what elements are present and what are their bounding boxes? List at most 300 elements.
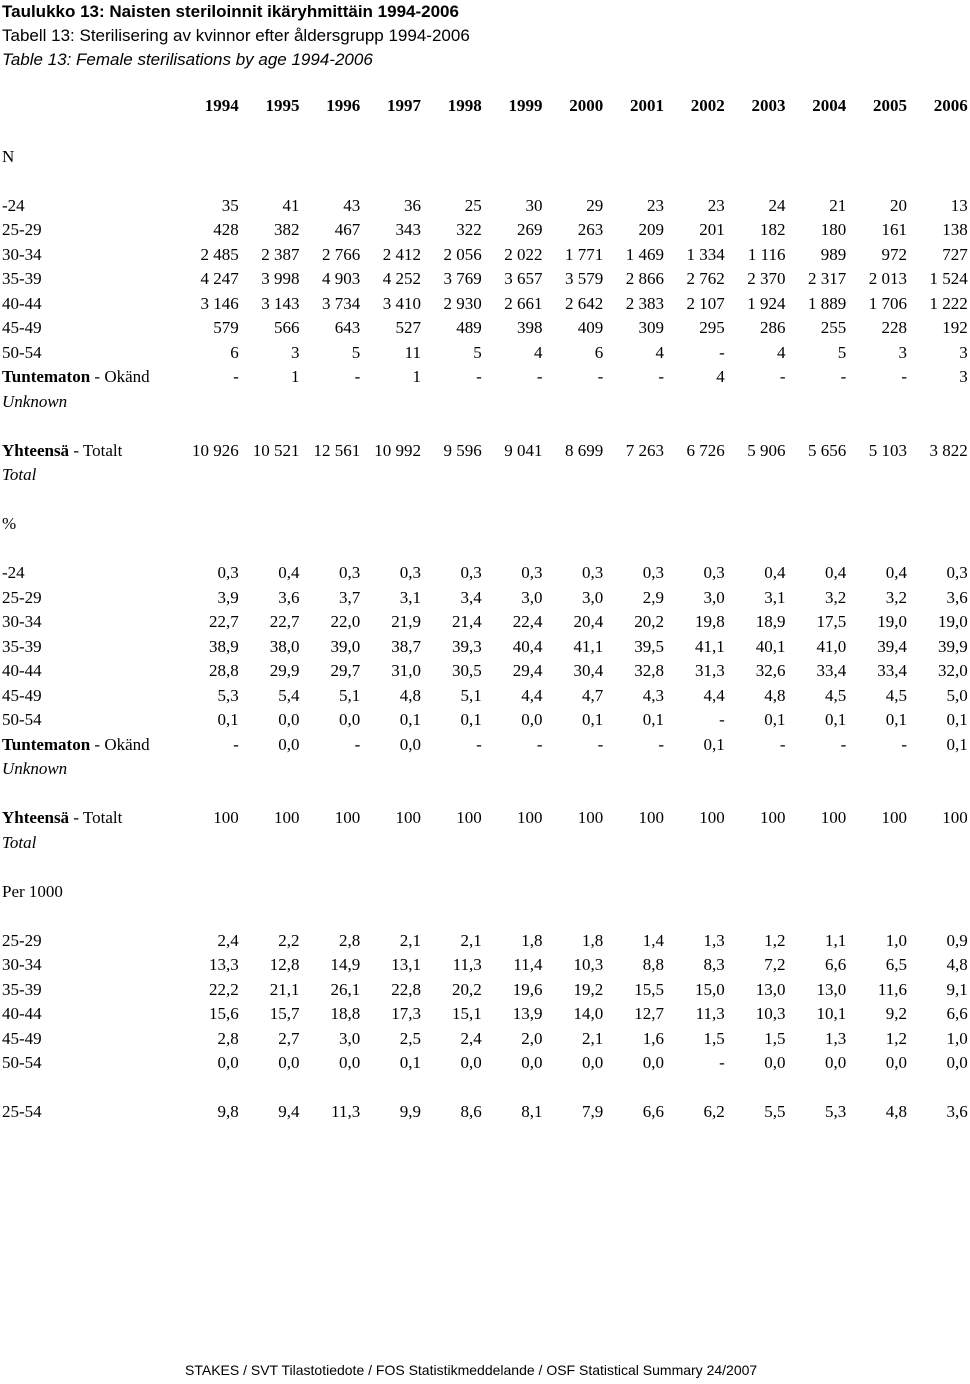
value-cell: 1,5 xyxy=(703,1028,725,1048)
value-cell: - xyxy=(658,734,664,754)
value-cell: 3,0 xyxy=(521,587,543,607)
total-label-en: Total xyxy=(2,465,37,485)
value-cell: 727 xyxy=(942,244,968,264)
value-cell: 10,1 xyxy=(816,1004,847,1024)
row-label: 50-54 xyxy=(2,1053,42,1073)
value-cell: 2 930 xyxy=(443,293,482,313)
value-cell: 11,3 xyxy=(331,1102,361,1122)
table-row xyxy=(0,218,970,243)
unknown-label xyxy=(0,365,180,390)
value-cell: 409 xyxy=(577,318,604,338)
value-cell: 29 xyxy=(586,195,604,215)
total-label-en: Total xyxy=(2,832,37,852)
value-cell: 0,3 xyxy=(946,563,968,583)
year-header-cell: 1999 xyxy=(508,96,543,115)
value-cell: 269 xyxy=(517,220,543,240)
value-cell: 41,1 xyxy=(573,636,604,656)
total-en-row xyxy=(0,831,970,856)
value-cell: 3 579 xyxy=(565,269,604,289)
value-cell: 1 706 xyxy=(868,293,907,313)
table-row xyxy=(0,708,970,733)
value-cell: 8,3 xyxy=(703,955,725,975)
value-cell: 228 xyxy=(881,318,907,338)
value-cell: 0,4 xyxy=(278,563,300,583)
value-cell: 5 xyxy=(473,342,482,362)
value-cell: 40,4 xyxy=(512,636,543,656)
value-cell: - xyxy=(779,367,786,387)
value-cell: 489 xyxy=(456,318,482,338)
value-cell: 39,4 xyxy=(877,636,907,656)
section-heading-row xyxy=(0,512,970,537)
value-cell: 0,3 xyxy=(703,563,725,583)
row-label: 35-39 xyxy=(2,269,42,289)
value-cell: 5 906 xyxy=(747,440,786,460)
value-cell: 5,0 xyxy=(946,685,968,705)
value-cell: 100 xyxy=(577,808,604,828)
value-cell: 4,8 xyxy=(399,685,421,705)
table-row xyxy=(0,1002,970,1027)
title-swedish: Tabell 13: Sterilisering av kvinnor efter åldersgrupp 1994-2006 xyxy=(2,26,470,45)
value-cell: 3,0 xyxy=(339,1028,361,1048)
value-cell: 0,1 xyxy=(703,734,725,754)
value-cell: - xyxy=(779,734,786,754)
value-cell: 1 469 xyxy=(625,244,664,264)
value-cell: 3,2 xyxy=(825,587,847,607)
value-cell: 2 387 xyxy=(261,244,300,264)
value-cell: 579 xyxy=(213,318,239,338)
table-row xyxy=(0,684,970,709)
year-header-cell: 2000 xyxy=(569,96,604,115)
value-cell: 13,0 xyxy=(816,979,847,999)
value-cell: 0,1 xyxy=(764,710,786,730)
value-cell: 3,9 xyxy=(217,587,239,607)
row-label: 25-29 xyxy=(2,587,42,607)
total-en-row xyxy=(0,463,970,488)
value-cell: 0,4 xyxy=(885,563,907,583)
value-cell: 0,4 xyxy=(825,563,847,583)
year-header-cell: 2001 xyxy=(630,96,664,115)
value-cell: 26,1 xyxy=(330,979,361,999)
value-cell: 4,3 xyxy=(642,685,664,705)
value-cell: 3,0 xyxy=(582,587,604,607)
table-row xyxy=(0,929,970,954)
value-cell: 2,1 xyxy=(582,1028,604,1048)
value-cell: 0,0 xyxy=(825,1053,847,1073)
value-cell: 100 xyxy=(881,808,907,828)
value-cell: 1 524 xyxy=(929,269,968,289)
spacer-cell xyxy=(0,169,970,194)
value-cell: 192 xyxy=(942,318,968,338)
value-cell: 43 xyxy=(343,195,361,215)
value-cell: 1 889 xyxy=(808,293,847,313)
row-label: 50-54 xyxy=(2,710,42,730)
value-cell: - xyxy=(597,734,604,754)
value-cell: 2,4 xyxy=(460,1028,482,1048)
year-header-cell: 2005 xyxy=(873,96,907,115)
value-cell: 9,9 xyxy=(399,1102,421,1122)
value-cell: 100 xyxy=(274,808,300,828)
year-header-row xyxy=(0,92,970,120)
value-cell: 15,6 xyxy=(209,1004,239,1024)
spacer-row xyxy=(0,169,970,194)
spacer-cell xyxy=(0,1076,970,1101)
value-cell: 4,5 xyxy=(885,685,907,705)
value-cell: 40,1 xyxy=(755,636,786,656)
value-cell: 11 xyxy=(404,342,421,362)
value-cell: - xyxy=(233,734,239,754)
value-cell: 41,1 xyxy=(695,636,725,656)
table-row xyxy=(0,1051,970,1076)
unknown-row xyxy=(0,733,970,758)
value-cell: 2 766 xyxy=(322,244,361,264)
value-cell: 13,9 xyxy=(512,1004,543,1024)
value-cell: 100 xyxy=(699,808,725,828)
value-cell: 4 xyxy=(716,367,725,387)
table-row xyxy=(0,635,970,660)
spacer-row xyxy=(0,120,970,145)
value-cell: 295 xyxy=(699,318,725,338)
value-cell: 18,9 xyxy=(755,612,786,632)
value-cell: 24 xyxy=(768,195,786,215)
value-cell: 1,8 xyxy=(582,930,604,950)
value-cell: 41 xyxy=(282,195,300,215)
total-label-fi: Yhteensä xyxy=(2,808,70,828)
value-cell: 0,1 xyxy=(885,710,907,730)
table-row xyxy=(0,341,970,366)
value-cell: 467 xyxy=(334,220,361,240)
value-cell: - xyxy=(658,367,664,387)
value-cell: 2 661 xyxy=(504,293,543,313)
value-cell: 1,2 xyxy=(764,930,786,950)
value-cell: 22,0 xyxy=(330,612,361,632)
value-cell: 100 xyxy=(517,808,543,828)
spacer-cell xyxy=(0,414,970,439)
value-cell: - xyxy=(901,367,907,387)
value-cell: 12,7 xyxy=(634,1004,664,1024)
spacer-row xyxy=(0,414,970,439)
value-cell: 9 041 xyxy=(504,440,543,460)
year-header-cell: 2003 xyxy=(751,96,786,115)
value-cell: 0,0 xyxy=(885,1053,907,1073)
value-cell: - xyxy=(233,367,239,387)
value-cell: 22,7 xyxy=(269,612,300,632)
value-cell: 0,0 xyxy=(278,734,300,754)
value-cell: 38,0 xyxy=(269,636,300,656)
value-cell: 0,1 xyxy=(460,710,482,730)
value-cell: 5,3 xyxy=(217,685,239,705)
value-cell: 2,8 xyxy=(339,930,361,950)
value-cell: 29,9 xyxy=(269,661,300,681)
value-cell: 10,3 xyxy=(755,1004,786,1024)
row-label: 30-34 xyxy=(2,612,42,632)
value-cell: 100 xyxy=(395,808,421,828)
value-cell: 13,1 xyxy=(391,955,421,975)
value-cell: 2 022 xyxy=(504,244,543,264)
value-cell: 19,0 xyxy=(938,612,968,632)
value-cell: 4,4 xyxy=(703,685,725,705)
value-cell: 18,8 xyxy=(330,1004,361,1024)
value-cell: - xyxy=(536,367,543,387)
value-cell: 161 xyxy=(881,220,907,240)
value-cell: 19,6 xyxy=(512,979,543,999)
value-cell: 322 xyxy=(456,220,482,240)
value-cell: 22,2 xyxy=(209,979,239,999)
title-finnish: Taulukko 13: Naisten steriloinnit ikäryhmittäin 1994-2006 xyxy=(2,2,459,21)
value-cell: 17,3 xyxy=(391,1004,421,1024)
value-cell: 989 xyxy=(820,244,847,264)
unknown-label-en: Unknown xyxy=(2,759,68,779)
value-cell: 2 107 xyxy=(686,293,725,313)
value-cell: 31,3 xyxy=(695,661,725,681)
value-cell: 0,0 xyxy=(582,1053,604,1073)
value-cell: 1,1 xyxy=(825,930,847,950)
section-heading: % xyxy=(2,514,17,534)
value-cell: 3 657 xyxy=(504,269,543,289)
value-cell: 19,8 xyxy=(695,612,725,632)
value-cell: 6,2 xyxy=(703,1102,725,1122)
value-cell: 22,4 xyxy=(512,612,543,632)
table-row xyxy=(0,194,970,219)
row-label: 40-44 xyxy=(2,1004,42,1024)
value-cell: 9,2 xyxy=(885,1004,907,1024)
value-cell: 201 xyxy=(699,220,725,240)
value-cell: 2,1 xyxy=(399,930,421,950)
value-cell: 15,1 xyxy=(452,1004,482,1024)
value-cell: 41,0 xyxy=(816,636,847,656)
value-cell: 20 xyxy=(890,195,907,215)
value-cell: 1,4 xyxy=(642,930,664,950)
unknown-en-row xyxy=(0,390,970,415)
value-cell: 4 xyxy=(777,342,786,362)
value-cell: 39,9 xyxy=(938,636,968,656)
value-cell: 0,3 xyxy=(339,563,361,583)
value-cell: 2 866 xyxy=(625,269,664,289)
value-cell: 255 xyxy=(820,318,847,338)
total-label xyxy=(0,439,180,464)
value-cell: 3,6 xyxy=(278,587,300,607)
value-cell: 5,4 xyxy=(278,685,300,705)
value-cell: - xyxy=(719,1053,725,1073)
spacer-row xyxy=(0,1076,970,1101)
value-cell: 10 521 xyxy=(252,440,300,460)
value-cell: 19,0 xyxy=(877,612,907,632)
value-cell: 4,5 xyxy=(825,685,847,705)
value-cell: 2,2 xyxy=(278,930,300,950)
value-cell: 19,2 xyxy=(573,979,604,999)
value-cell: 100 xyxy=(456,808,482,828)
value-cell: 3,4 xyxy=(460,587,482,607)
value-cell: 9,1 xyxy=(946,979,968,999)
spacer-cell xyxy=(0,904,970,929)
value-cell: 0,1 xyxy=(399,710,421,730)
value-cell: 4,8 xyxy=(885,1102,907,1122)
table-row xyxy=(0,267,970,292)
value-cell: 5,1 xyxy=(460,685,482,705)
value-cell: 7,2 xyxy=(764,955,786,975)
value-cell: 12,8 xyxy=(269,955,300,975)
value-cell: 0,1 xyxy=(946,734,968,754)
value-cell: 0,0 xyxy=(339,1053,361,1073)
value-cell: 2,1 xyxy=(460,930,482,950)
value-cell: 566 xyxy=(274,318,300,338)
spacer-cell xyxy=(0,488,970,513)
value-cell: 20,2 xyxy=(452,979,482,999)
value-cell: - xyxy=(901,734,907,754)
value-cell: 0,3 xyxy=(642,563,664,583)
value-cell: 4 903 xyxy=(322,269,361,289)
value-cell: 6 726 xyxy=(686,440,725,460)
value-cell: 33,4 xyxy=(816,661,847,681)
value-cell: 13,0 xyxy=(755,979,786,999)
value-cell: 21,1 xyxy=(269,979,300,999)
value-cell: 3 xyxy=(898,342,907,362)
value-cell: 5,1 xyxy=(339,685,361,705)
value-cell: 0,0 xyxy=(339,710,361,730)
title-block xyxy=(2,0,470,72)
value-cell: 3 146 xyxy=(200,293,239,313)
value-cell: 0,1 xyxy=(582,710,604,730)
unknown-label-fi: Tuntematon xyxy=(2,734,91,754)
row-label: -24 xyxy=(2,195,25,215)
value-cell: 7 263 xyxy=(625,440,664,460)
value-cell: 8,6 xyxy=(460,1102,482,1122)
value-cell: 0,3 xyxy=(521,563,543,583)
value-cell: 5 103 xyxy=(868,440,907,460)
value-cell: 4,7 xyxy=(582,685,604,705)
value-cell: 0,1 xyxy=(946,710,968,730)
value-cell: 1 924 xyxy=(747,293,786,313)
value-cell: 3 734 xyxy=(322,293,361,313)
value-cell: 1,0 xyxy=(885,930,907,950)
spacer-row xyxy=(0,488,970,513)
value-cell: 5,5 xyxy=(764,1102,786,1122)
value-cell: 30,5 xyxy=(452,661,482,681)
value-cell: 15,5 xyxy=(634,979,664,999)
row-label: 25-29 xyxy=(2,930,42,950)
section-heading: N xyxy=(2,146,15,166)
value-cell: 31,0 xyxy=(391,661,421,681)
value-cell: 2 412 xyxy=(382,244,421,264)
value-cell: 13 xyxy=(950,195,968,215)
value-cell: 1 xyxy=(291,367,300,387)
value-cell: 2,0 xyxy=(521,1028,543,1048)
unknown-label-sv: - Okänd xyxy=(90,734,150,754)
value-cell: 22,8 xyxy=(391,979,421,999)
total-label-sv: - Totalt xyxy=(69,808,123,828)
value-cell: 5 xyxy=(351,342,361,362)
value-cell: 2 370 xyxy=(747,269,786,289)
spacer-row xyxy=(0,537,970,562)
value-cell: 100 xyxy=(942,808,968,828)
value-cell: 5,3 xyxy=(825,1102,847,1122)
value-cell: 28,8 xyxy=(209,661,239,681)
value-cell: 12 561 xyxy=(313,440,361,460)
value-cell: 39,3 xyxy=(452,636,482,656)
value-cell: 15,0 xyxy=(695,979,725,999)
row-label: 30-34 xyxy=(2,244,42,264)
value-cell: 4 xyxy=(655,342,664,362)
value-cell: 286 xyxy=(760,318,786,338)
value-cell: 29,4 xyxy=(512,661,543,681)
value-cell: 2,7 xyxy=(278,1028,300,1048)
section-heading-row xyxy=(0,880,970,905)
value-cell: 32,0 xyxy=(938,661,968,681)
value-cell: 0,1 xyxy=(825,710,847,730)
value-cell: 1,3 xyxy=(825,1028,847,1048)
value-cell: 1 222 xyxy=(929,293,968,313)
value-cell: 8,8 xyxy=(642,955,664,975)
value-cell: 2 056 xyxy=(443,244,482,264)
value-cell: 9 596 xyxy=(443,440,482,460)
table-row xyxy=(0,978,970,1003)
value-cell: 3,6 xyxy=(946,587,968,607)
row-label: 35-39 xyxy=(2,979,42,999)
value-cell: 100 xyxy=(760,808,786,828)
spacer-cell xyxy=(0,120,970,145)
value-cell: 0,4 xyxy=(764,563,786,583)
value-cell: 309 xyxy=(638,318,664,338)
year-header-cell: 2006 xyxy=(933,96,968,115)
value-cell: 4 247 xyxy=(200,269,239,289)
value-cell: 3,6 xyxy=(946,1102,968,1122)
value-cell: 22,7 xyxy=(209,612,239,632)
value-cell: 36 xyxy=(404,195,421,215)
value-cell: 3 xyxy=(959,367,968,387)
spacer-cell xyxy=(0,782,970,807)
row-label: 35-39 xyxy=(2,636,42,656)
year-header-cell: 2002 xyxy=(690,96,725,115)
value-cell: 3 769 xyxy=(443,269,482,289)
value-cell: 21,4 xyxy=(452,612,482,632)
total-label xyxy=(0,806,180,831)
year-header-cell: 1996 xyxy=(326,96,361,115)
row-label: 45-49 xyxy=(2,685,42,705)
value-cell: 100 xyxy=(334,808,361,828)
value-cell: 428 xyxy=(213,220,239,240)
spacer-cell xyxy=(0,855,970,880)
table-row xyxy=(0,610,970,635)
row-label: 25-29 xyxy=(2,220,42,240)
total-label-sv: - Totalt xyxy=(69,440,123,460)
value-cell: 15,7 xyxy=(269,1004,300,1024)
row-label: 50-54 xyxy=(2,342,42,362)
value-cell: 1,2 xyxy=(885,1028,907,1048)
value-cell: 39,5 xyxy=(634,636,664,656)
sterilisation-table xyxy=(0,92,970,1125)
value-cell: 25 xyxy=(464,195,482,215)
spacer-row xyxy=(0,855,970,880)
row-label: 40-44 xyxy=(2,293,42,313)
value-cell: 0,0 xyxy=(278,1053,300,1073)
value-cell: 4,4 xyxy=(521,685,543,705)
value-cell: 0,1 xyxy=(217,710,239,730)
value-cell: 0,1 xyxy=(642,710,664,730)
total-label-fi: Yhteensä xyxy=(2,440,70,460)
value-cell: 343 xyxy=(395,220,421,240)
value-cell: 100 xyxy=(820,808,847,828)
value-cell: 3,1 xyxy=(764,587,786,607)
value-cell: 7,9 xyxy=(582,1102,604,1122)
value-cell: 35 xyxy=(221,195,239,215)
value-cell: 0,0 xyxy=(521,1053,543,1073)
value-cell: 23 xyxy=(647,195,664,215)
unknown-label-fi: Tuntematon xyxy=(2,367,91,387)
value-cell: - xyxy=(719,342,725,362)
value-cell: 3 410 xyxy=(382,293,421,313)
value-cell: 0,0 xyxy=(642,1053,664,1073)
value-cell: 3 998 xyxy=(261,269,300,289)
value-cell: 138 xyxy=(942,220,968,240)
